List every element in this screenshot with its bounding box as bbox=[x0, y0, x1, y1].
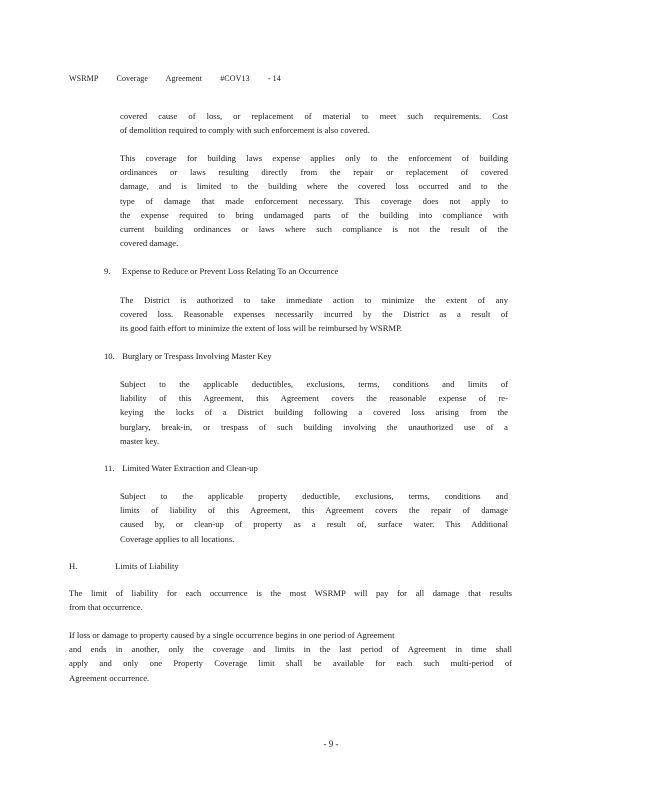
paragraph-multi-period bbox=[69, 628, 512, 685]
text-line: the expense required to bring undamaged parts of the building into compliance with bbox=[120, 209, 508, 220]
item-number: 9. bbox=[104, 266, 111, 276]
text-line: Subject to the applicable deductibles, exclusions, terms, conditions and limits of bbox=[120, 379, 508, 389]
text-line: apply and only one Property Coverage limit shall be available for each such multi-period of bbox=[69, 658, 512, 669]
paragraph-demolition bbox=[120, 109, 508, 137]
text-line: its good faith effort to minimize the extent of loss will be reimbursed by WSRMP. bbox=[120, 323, 403, 334]
item-9-body bbox=[120, 293, 508, 336]
text-line: liability of this Agreement, this Agreement covers the reasonable expense of re- bbox=[120, 393, 508, 404]
text-line: covered loss. Reasonable expenses necessarily incurred by the District as a result of bbox=[120, 309, 508, 320]
text-line: master key. bbox=[120, 435, 160, 446]
text-line: This coverage for building laws expense applies only to the enforcement of building bbox=[120, 153, 508, 163]
text-line: and ends in another, only the coverage and limits in the last period of Agreement in time shall bbox=[69, 644, 512, 655]
section-title: Limits of Liability bbox=[115, 561, 179, 571]
text-line: Agreement occurrence. bbox=[69, 672, 150, 683]
page-header bbox=[69, 74, 297, 83]
text-line: of demolition required to comply with such enforcement is also covered. bbox=[120, 125, 370, 136]
item-10-body bbox=[120, 377, 508, 448]
text-line: current building ordinances or laws where such compliance is not the result of the bbox=[120, 224, 508, 235]
item-title: Expense to Reduce or Prevent Loss Relating To an Occurrence bbox=[122, 266, 339, 276]
text-line: Coverage applies to all locations. bbox=[120, 533, 235, 544]
header-doc: WSRMP bbox=[69, 74, 99, 83]
text-line: caused by, or clean-up of property as a result of, surface water. This Additional bbox=[120, 519, 508, 530]
text-line: burglary, break-in, or trespass of such building involving the unauthorized use of a bbox=[120, 421, 508, 432]
paragraph-limit-per-occurrence bbox=[69, 586, 512, 614]
text-line: covered cause of loss, or replacement of material to meet such requirements. Cost bbox=[120, 111, 508, 121]
item-number: 11. bbox=[104, 463, 115, 473]
text-line: from that occurrence. bbox=[69, 602, 143, 613]
text-line: The limit of liability for each occurrence is the most WSRMP will pay for all damage that results bbox=[69, 588, 512, 598]
text-line: Subject to the applicable property deductible, exclusions, terms, conditions and bbox=[120, 491, 508, 501]
text-line: covered damage. bbox=[120, 238, 179, 249]
header-word-agreement: Agreement bbox=[165, 74, 203, 83]
item-number: 10. bbox=[104, 351, 115, 361]
header-word-coverage: Coverage bbox=[116, 74, 148, 83]
item-title: Burglary or Trespass Involving Master Key bbox=[122, 351, 272, 361]
page-number: - 9 - bbox=[323, 739, 339, 749]
paragraph-building-laws bbox=[120, 151, 508, 250]
text-line: keying the locks of a District building following a covered loss arising from the bbox=[120, 407, 508, 418]
item-11-heading bbox=[104, 461, 258, 475]
item-9-heading bbox=[104, 264, 338, 278]
text-line: The District is authorized to take immediate action to minimize the extent of any bbox=[120, 295, 508, 305]
text-line: ordinances or laws resulting directly from the repair or replacement of covered bbox=[120, 167, 508, 178]
item-11-body bbox=[120, 489, 508, 546]
item-title: Limited Water Extraction and Clean-up bbox=[122, 463, 258, 473]
text-line: type of damage that made enforcement necessary. This coverage does not apply to bbox=[120, 195, 508, 206]
section-letter: H. bbox=[69, 561, 78, 571]
header-code: #COV13 bbox=[220, 74, 250, 83]
text-line: limits of liability of this Agreement, this Agreement covers the repair of damage bbox=[120, 505, 508, 516]
header-suffix: - 14 bbox=[267, 74, 281, 83]
text-line: damage, and is limited to the building where the covered loss occurred and to the bbox=[120, 181, 508, 192]
text-line: If loss or damage to property caused by a single occurrence begins in one period of Agreement bbox=[69, 630, 395, 640]
item-10-heading bbox=[104, 349, 272, 363]
section-h-heading bbox=[69, 559, 179, 573]
